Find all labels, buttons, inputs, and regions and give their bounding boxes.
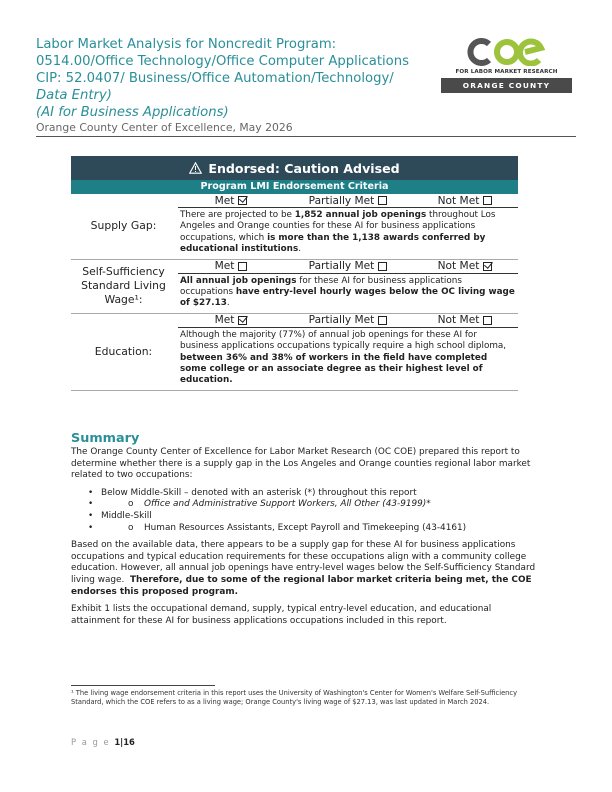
page-label: P a g e: [71, 737, 111, 747]
criterion-description: All annual job openings for these AI for business applications occupations have entry-level hourly wages below the OC living wage of $27.13.: [180, 275, 515, 309]
logo-region: ORANGE COUNTY: [441, 78, 572, 93]
coe-logo: [441, 38, 572, 93]
checkbox-icon[interactable]: [483, 262, 492, 271]
title-line-5: (AI for Business Applications): [36, 105, 229, 120]
logo-tagline: FOR LABOR MARKET RESEARCH: [455, 69, 558, 75]
logo-c-shape: [470, 41, 489, 63]
criterion-description: Although the majority (77%) of annual job openings for these AI for business applications occupations typically require a high school diploma, between 36% and 38% of workers in the field have completed some college or an associate degree as their highest level of education.: [180, 329, 507, 386]
coe-logo-mark: [465, 38, 549, 66]
checkbox-icon[interactable]: [238, 316, 247, 325]
option-label: Not Met: [437, 314, 480, 327]
title-line-2: 0514.00/Office Technology/Office Computer Applications: [36, 54, 409, 69]
option-label: Partially Met: [308, 260, 375, 273]
document-header: [36, 36, 436, 135]
list-item: [71, 488, 541, 500]
warning-icon: [189, 162, 202, 174]
page-total: 16: [123, 737, 135, 747]
option-label: Partially Met: [308, 194, 375, 207]
option-met[interactable]: [178, 314, 284, 326]
list-item-text: Middle-Skill: [101, 510, 152, 521]
criterion-description: There are projected to be 1,852 annual job openings throughout Los Angeles and Orange counties for these AI for business applications occupations, which is more than the 1,138 awards conferred by educational institutions.: [180, 210, 496, 255]
option-label: Met: [214, 314, 235, 327]
header-divider: [36, 136, 576, 137]
row-living-wage: [71, 260, 518, 314]
sub-list-item: [71, 499, 541, 511]
sub-list-item-text: Office and Administrative Support Workers, All Other (43-9199)*: [144, 499, 431, 510]
criteria-header: Program LMI Endorsement Criteria: [71, 180, 518, 194]
option-partially-met[interactable]: [284, 195, 412, 207]
option-partially-met[interactable]: [284, 314, 412, 326]
summary-heading: Summary: [71, 431, 140, 446]
sub-list-item-text: Human Resources Assistants, Except Payroll and Timekeeping (43-4161): [144, 522, 467, 533]
summary-exhibit-note: Exhibit 1 lists the occupational demand, supply, typical entry-level education, and educational attainment for these AI for business applications occupations included in this report.: [71, 604, 492, 626]
option-label: Not Met: [437, 260, 480, 273]
row-label: Supply Gap:: [90, 219, 157, 233]
banner-text: Endorsed: Caution Advised: [208, 160, 400, 176]
option-met[interactable]: [178, 195, 284, 207]
page-number: P a g e 1|16: [71, 737, 135, 747]
title-line-3: CIP: 52.0407/ Business/Office Automation/Technology/: [36, 71, 394, 86]
option-label: Met: [214, 260, 235, 273]
list-item-text: Below Middle-Skill – denoted with an asterisk (*) throughout this report: [101, 487, 417, 498]
checkbox-icon[interactable]: [483, 196, 492, 205]
logo-e-shape: [520, 41, 541, 63]
endorsement-table: [71, 156, 518, 391]
option-group: [178, 194, 518, 208]
sub-list-item: [71, 523, 541, 535]
title-line-4: Data Entry): [36, 88, 112, 103]
conclusion-bold-text: Therefore, due to some of the regional labor market criteria being met, the COE endorses this proposed program.: [71, 574, 532, 597]
checkbox-icon[interactable]: [378, 262, 387, 271]
checkbox-icon[interactable]: [378, 196, 387, 205]
list-item: [71, 511, 541, 523]
option-group: [178, 260, 518, 274]
title-line-1: Labor Market Analysis for Noncredit Program:: [36, 37, 337, 52]
checkbox-icon[interactable]: [378, 316, 387, 325]
option-met[interactable]: [178, 260, 284, 272]
endorsement-banner: [71, 156, 518, 180]
row-label: Self-Sufficiency Standard Living Wage¹:: [81, 265, 166, 307]
summary-section: [71, 431, 541, 627]
checkbox-icon[interactable]: [238, 262, 247, 271]
footnote: ¹ The living wage endorsement criteria in this report uses the University of Washington's Center for Women's Welfare Self-Sufficiency Standard, which the COE refers to as a living wage; Orange County's living wage of $27.13, was last updated in March 2024.: [71, 689, 518, 706]
checkbox-icon[interactable]: [238, 196, 247, 205]
row-supply-gap: [71, 194, 518, 260]
checkbox-icon[interactable]: [483, 316, 492, 325]
summary-intro: The Orange County Center of Excellence for Labor Market Research (OC COE) prepared this report to determine whether there is a supply gap in the Los Angeles and Orange counties regional labor market related to two occupations:: [71, 447, 531, 481]
summary-conclusion: [71, 540, 541, 598]
conclusion-text: Based on the available data, there appears to be a supply gap for these AI for business applications occupations and typical education requirements for these occupations align with a community college education. However, all annual job openings have entry-level wages below the Self-Sufficiency Standard living wage.: [71, 540, 536, 585]
row-label: Education:: [94, 344, 153, 358]
option-partially-met[interactable]: [284, 260, 412, 272]
sub-bullet-marker: • o: [128, 522, 134, 533]
logo-o-shape: [497, 42, 517, 62]
sub-bullet-marker: • o: [128, 499, 134, 510]
option-label: Met: [214, 194, 235, 207]
footnote-divider: [71, 685, 215, 686]
option-group: [178, 314, 518, 328]
header-subtitle: Orange County Center of Excellence, May 2026: [36, 121, 293, 134]
option-label: Not Met: [437, 194, 480, 207]
option-not-met[interactable]: [412, 260, 518, 272]
option-not-met[interactable]: [412, 195, 518, 207]
option-label: Partially Met: [308, 314, 375, 327]
page-current: 1: [114, 737, 121, 747]
occupation-list: [71, 488, 541, 534]
option-not-met[interactable]: [412, 314, 518, 326]
row-education: [71, 314, 518, 391]
